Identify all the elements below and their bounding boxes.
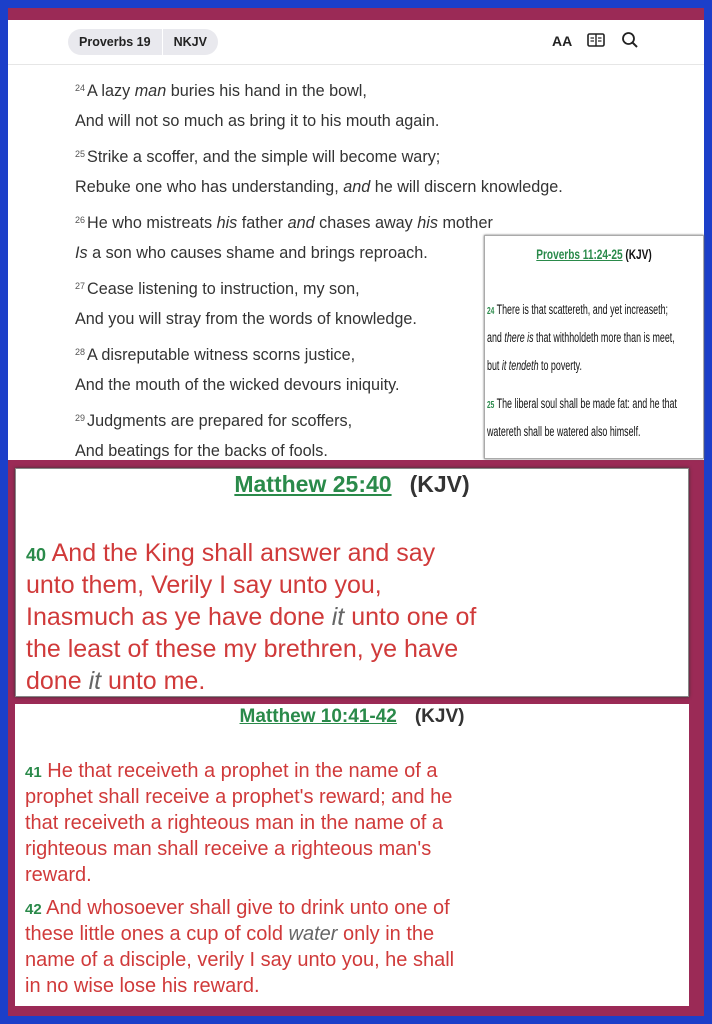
verse-text: Cease listening to instruction, my son,: [87, 280, 360, 298]
verse-line: [75, 435, 495, 468]
verse-text: buries his hand in the bowl,: [166, 82, 367, 100]
card-line: prophet shall receive a prophet's reward; and he: [25, 786, 453, 808]
verse-line: [75, 138, 495, 171]
verse-line: [75, 72, 495, 105]
verse-text: And the mouth of the wicked devours iniquity.: [75, 376, 400, 394]
card-line: [25, 923, 434, 946]
inset-text: watereth shall be watered also himself.: [487, 424, 641, 439]
proverbs-11-inset: [484, 235, 704, 459]
bible-reader-panel: [8, 20, 704, 460]
verse-number: 42: [25, 901, 42, 918]
verse-number: 27: [75, 281, 86, 291]
card-line: [25, 897, 450, 920]
card-line: unto them, Verily I say unto you,: [26, 571, 382, 599]
inset-title: [516, 246, 673, 262]
card-line: [26, 667, 205, 696]
card-text: only in the: [337, 923, 435, 945]
card-italic: it: [88, 667, 102, 695]
verse-line: [75, 105, 495, 138]
verse-text: Judgments are prepared for scoffers,: [87, 412, 353, 430]
verse-line: [75, 270, 495, 303]
verse-number: 24: [75, 83, 86, 93]
inset-text: The liberal soul shall be made fat: and he that: [496, 396, 677, 411]
card-reference: Matthew 25:40: [234, 471, 392, 497]
verse-text: chases away: [314, 214, 418, 232]
inset-text: There is that scattereth, and yet increaseth;: [496, 302, 669, 317]
card-italic: it: [331, 603, 345, 631]
verse-line: [75, 237, 495, 270]
verse-italic: man: [134, 82, 167, 100]
card-text: Inasmuch as ye have done: [26, 603, 332, 631]
verse-number: 41: [25, 764, 42, 781]
card-text: these little ones a cup of cold: [25, 923, 289, 945]
verse-line: [75, 369, 495, 402]
verse-text: He who mistreats: [87, 214, 217, 232]
card-reference: Matthew 10:41-42: [239, 706, 397, 727]
matthew-10-41-42-card: [15, 704, 689, 1006]
verse-line: [75, 204, 495, 237]
card-text: And the King shall answer and say: [51, 539, 436, 567]
card-version: (KJV): [409, 471, 470, 497]
verse-number: 28: [75, 347, 86, 357]
card-line: [26, 603, 476, 632]
inset-italic: it tendeth: [501, 358, 539, 373]
card-title: [16, 471, 688, 498]
verse-number: 29: [75, 413, 86, 423]
inset-reference: Proverbs 11:24-25: [536, 246, 623, 262]
verse-text: father: [237, 214, 288, 232]
card-text: He that receiveth a prophet in the name of a: [47, 760, 438, 782]
version-button[interactable]: NKJV: [173, 35, 207, 49]
inset-line: [487, 424, 641, 439]
search-icon[interactable]: [621, 31, 639, 54]
verse-text: And you will stray from the words of knowledge.: [75, 310, 417, 328]
verse-text: Rebuke one who has understanding,: [75, 178, 344, 196]
card-text: done: [26, 667, 89, 695]
inset-text: to poverty.: [538, 358, 582, 373]
verse-number: 25: [487, 400, 495, 411]
verse-text: a son who causes shame and brings reproach.: [87, 244, 428, 262]
verse-italic: his: [216, 214, 238, 232]
verse-italic: his: [417, 214, 438, 232]
verse-italic: Is: [75, 244, 88, 262]
card-text: And whosoever shall give to drink unto one of: [46, 897, 450, 919]
verse-text: he will discern knowledge.: [370, 178, 563, 196]
verse-line: [75, 303, 495, 336]
verse-text: And beatings for the backs of fools.: [75, 442, 328, 460]
verse-number: 24: [487, 306, 495, 317]
inset-line: [487, 396, 677, 411]
verse-line: [75, 402, 495, 435]
card-line: reward.: [25, 864, 92, 886]
inset-italic: there is: [504, 330, 534, 345]
card-title: [15, 706, 689, 728]
book-icon[interactable]: [587, 32, 605, 53]
verse-italic: and: [343, 178, 371, 196]
card-text: unto me.: [101, 667, 206, 695]
card-line: that receiveth a righteous man in the name of a: [25, 812, 444, 834]
verse-text: And will not so much as bring it to his mouth again.: [75, 112, 440, 130]
verse-line: [75, 171, 563, 204]
inset-text: but: [487, 358, 502, 373]
card-line: the least of these my brethren, ye have: [26, 635, 459, 663]
inset-line: [487, 302, 668, 317]
card-line: in no wise lose his reward.: [25, 975, 260, 997]
card-line: righteous man shall receive a righteous man's: [25, 838, 432, 860]
passage-selector[interactable]: [68, 29, 218, 55]
card-version: (KJV): [414, 706, 465, 727]
verse-number: 26: [75, 215, 86, 225]
verse-number: 40: [26, 545, 47, 565]
inset-text: and: [487, 330, 505, 345]
font-size-icon[interactable]: AA: [552, 33, 573, 49]
card-italic: water: [288, 923, 338, 945]
collage-frame: [8, 8, 704, 1016]
verse-line: [75, 336, 495, 369]
reader-toolbar: [8, 20, 704, 65]
inset-text: that withholdeth more than is meet,: [533, 330, 675, 345]
card-line: [26, 539, 435, 568]
verse-text: A lazy: [87, 82, 135, 100]
card-line: [25, 760, 438, 783]
card-line: name of a disciple, verily I say unto you, he shall: [25, 949, 455, 971]
book-chapter-button[interactable]: Proverbs 19: [79, 35, 151, 49]
inset-line: [487, 330, 675, 345]
inset-version: (KJV): [625, 246, 652, 262]
verse-number: 25: [75, 149, 86, 159]
inset-line: [487, 358, 582, 373]
verse-text: mother: [437, 214, 493, 232]
matthew-25-40-card: [15, 468, 689, 697]
verse-text: Strike a scoffer, and the simple will become wary;: [87, 148, 441, 166]
card-text: unto one of: [344, 603, 477, 631]
verse-text: A disreputable witness scorns justice,: [87, 346, 356, 364]
verse-italic: and: [287, 214, 315, 232]
